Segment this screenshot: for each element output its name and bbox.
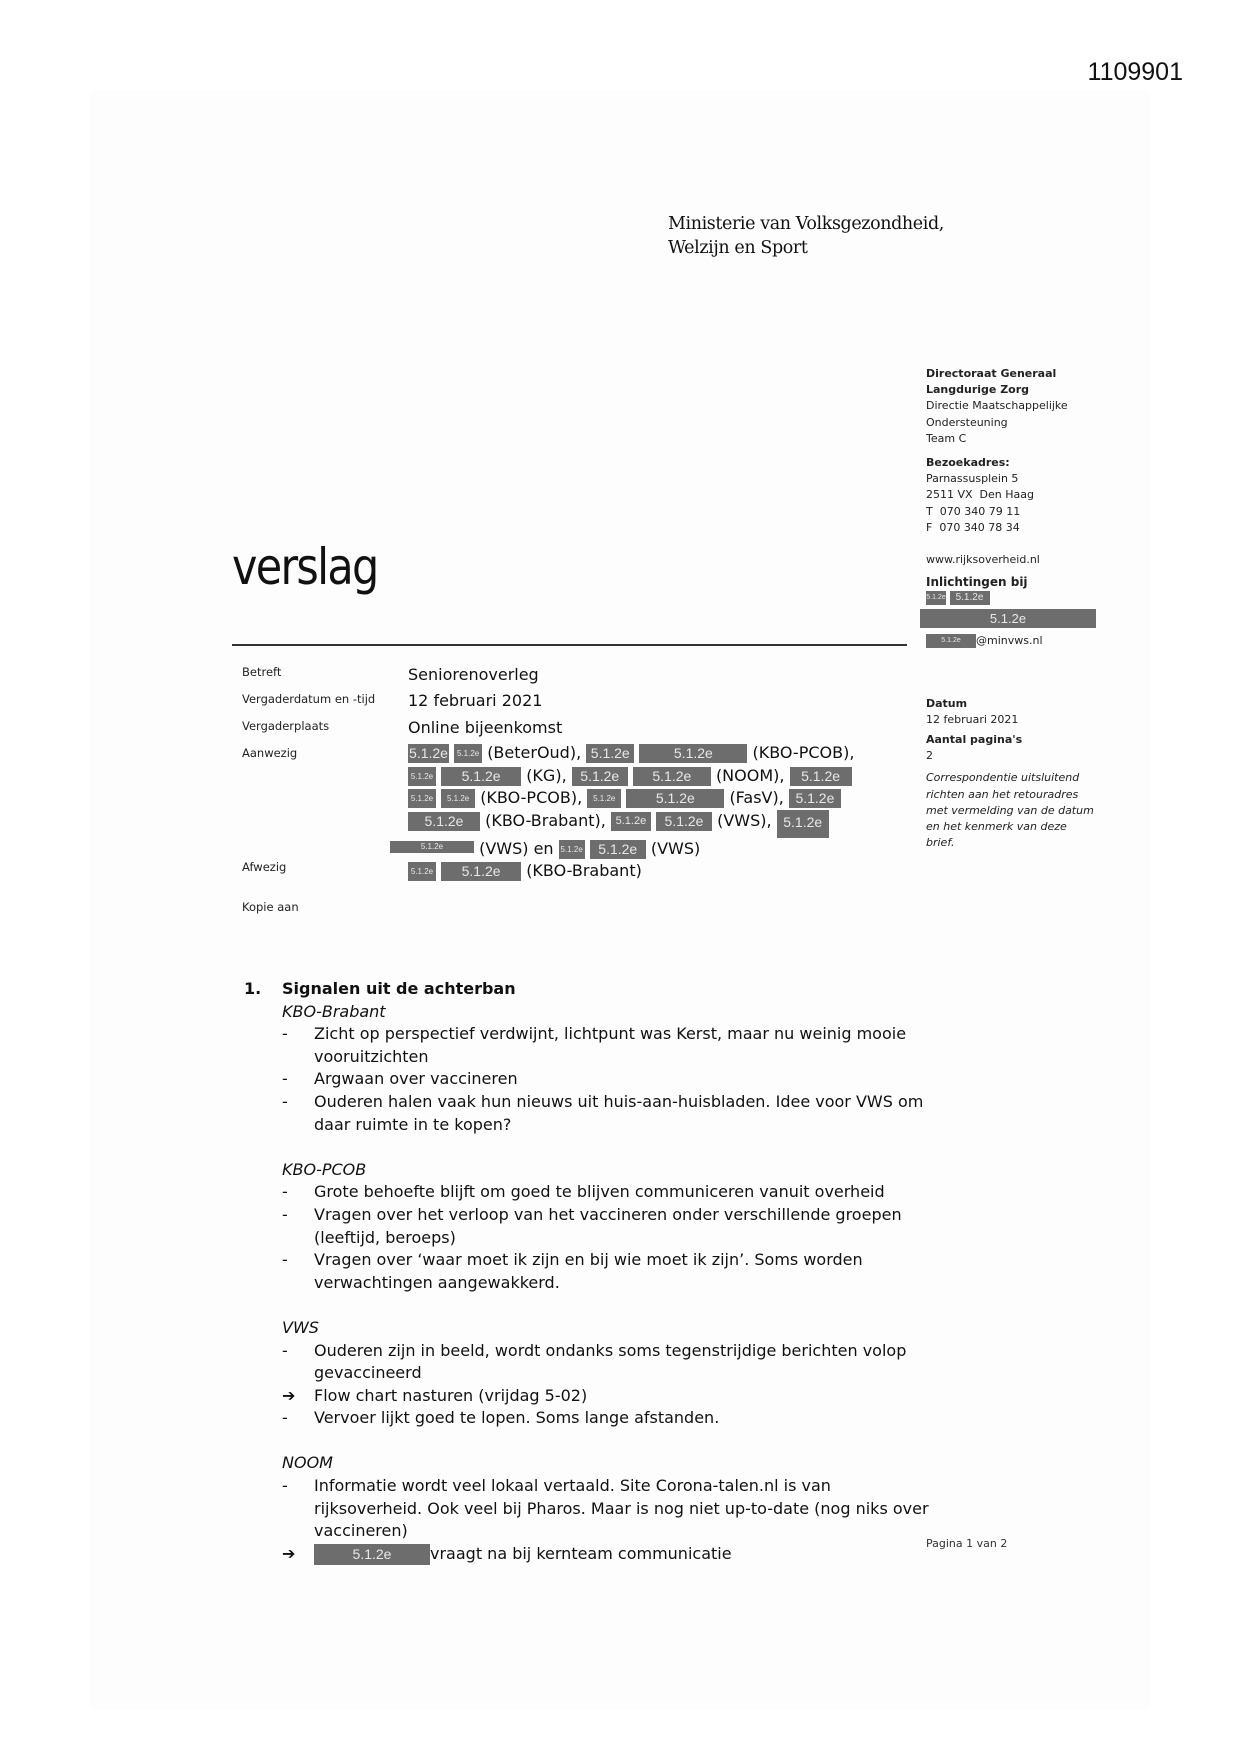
list-item [282, 1340, 944, 1385]
dash-marker: - [282, 1024, 288, 1044]
attendees-line-2 [408, 765, 854, 788]
correspondence-note [926, 770, 1126, 851]
item-text: Grote behoefte blijft om goed te blijven communiceren vanuit overheid [314, 1182, 885, 1202]
redaction-block: 5.1.2e [639, 744, 747, 763]
dash-marker: - [282, 1204, 288, 1224]
note-line: en het kenmerk van deze [926, 820, 1067, 834]
plaats-label: Vergaderplaats [242, 719, 330, 733]
org-name: (KBO-PCOB), [480, 788, 583, 807]
aanwezig-label: Aanwezig [242, 746, 298, 760]
dash-marker: - [282, 1408, 288, 1428]
redaction-block: 5.1.2e [926, 634, 976, 648]
redaction-block: 5.1.2e [790, 767, 852, 786]
afwezig-label: Afwezig [242, 860, 287, 874]
group-title: NOOM [282, 1453, 333, 1473]
org-name: (BeterOud), [487, 743, 582, 762]
org-name: (VWS) en [479, 838, 554, 858]
note-line: richten aan het retouradres [926, 787, 1079, 801]
redaction-block: 5.1.2e [441, 862, 521, 881]
item-text: Ouderen zijn in beeld, wordt ondanks soms tegenstrijdige berichten volop gevaccineerd [314, 1340, 907, 1383]
sender-sidebar [926, 366, 1126, 851]
redaction-block: 5.1.2e [408, 767, 436, 786]
dept-line: Ondersteuning [926, 415, 1008, 429]
note-line: brief. [926, 836, 955, 850]
org-name: (KG), [526, 765, 567, 785]
item-text: Informatie wordt veel lokaal vertaald. Site Corona-talen.nl is van rijksoverheid. Ook veel bij Pharos. Maar is nog niet up-to-date (nog niks over vaccineren) [314, 1476, 929, 1541]
visit-address-label: Bezoekadres: [926, 456, 1010, 470]
attendees-line-4 [408, 810, 854, 838]
redaction-block: 5.1.2e [626, 789, 724, 808]
group-title: VWS [282, 1317, 319, 1337]
kopie-label: Kopie aan [242, 900, 299, 914]
redaction-block: 5.1.2e [777, 810, 829, 838]
section-number: 1. [244, 979, 262, 998]
address-line: 2511 VX Den Haag [926, 488, 1034, 502]
org-line: Langdurige Zorg [926, 383, 1030, 397]
email-suffix[interactable]: @minvws.nl [976, 634, 1043, 648]
address-line: Parnassusplein 5 [926, 472, 1019, 486]
redaction-block: 5.1.2e [633, 767, 711, 786]
redaction-block: 5.1.2e [559, 840, 585, 859]
attendees-line-5 [390, 838, 854, 861]
document-number: 1109901 [1087, 58, 1183, 86]
pages-label: Aantal pagina's [926, 733, 1023, 747]
org-name: (VWS), [717, 810, 772, 830]
redaction-block: 5.1.2e [408, 812, 480, 831]
redaction-block: 5.1.2e [390, 841, 474, 853]
arrow-right-icon: ➔ [282, 1543, 296, 1563]
absentees-line [408, 860, 854, 883]
dash-marker: - [282, 1069, 288, 1089]
redaction-block: 5.1.2e [408, 862, 436, 881]
page-number: Pagina 1 van 2 [926, 1537, 1008, 1550]
phone-line: T 070 340 79 11 [926, 504, 1021, 518]
ministry-line-1: Ministerie van Volksgezondheid, [668, 214, 944, 234]
ministry-line-2: Welzijn en Sport [668, 238, 808, 258]
item-text: Flow chart nasturen (vrijdag 5-02) [314, 1385, 588, 1405]
redaction-block: 5.1.2e [926, 591, 946, 605]
redaction-block: 5.1.2e [590, 840, 646, 859]
list-item [282, 1181, 944, 1204]
attendees-line-1 [408, 742, 854, 765]
date-label: Datum [926, 696, 968, 710]
group-title: KBO-PCOB [282, 1159, 367, 1179]
org-name: (FasV), [729, 788, 784, 807]
redaction-block: 5.1.2e [586, 744, 634, 763]
dept-line: Directie Maatschappelijke [926, 399, 1068, 413]
redaction-block: 5.1.2e [454, 744, 482, 763]
action-item [282, 1385, 944, 1408]
redaction-block: 5.1.2e [408, 789, 436, 808]
redaction-block: 5.1.2e [441, 789, 475, 808]
date-value: 12 februari 2021 [926, 712, 1019, 726]
info-label: Inlichtingen bij [926, 575, 1028, 590]
org-name: (KBO-Brabant) [526, 861, 642, 880]
arrow-right-icon: ➔ [282, 1385, 296, 1405]
betreft-label: Betreft [242, 665, 282, 679]
action-item [282, 1543, 944, 1566]
list-item [282, 1407, 944, 1430]
redaction-block: 5.1.2e [572, 767, 628, 786]
section-heading: Signalen uit de achterban [282, 979, 516, 998]
item-text: Vervoer lijkt goed te lopen. Soms lange afstanden. [314, 1408, 720, 1428]
datum-value: 12 februari 2021 [408, 691, 543, 710]
redaction-block: 5.1.2e [409, 745, 448, 761]
item-text: Vragen over ‘waar moet ik zijn en bij wie moet ik zijn’. Soms worden verwachtingen aangewakkerd. [314, 1250, 863, 1292]
attendees-list [408, 742, 854, 883]
item-text: Vragen over het verloop van het vaccineren onder verschillende groepen (leeftijd, beroeps) [314, 1204, 902, 1247]
redaction-block: 5.1.2e [611, 812, 651, 831]
attendees-line-3 [408, 787, 854, 810]
org-name: (KBO-PCOB), [752, 743, 855, 762]
redaction-block: 5.1.2e [950, 591, 990, 605]
redaction-block: 5.1.2e [314, 1544, 430, 1565]
dash-marker: - [282, 1476, 288, 1496]
note-line: Correspondentie uitsluitend [926, 771, 1080, 785]
group-title: KBO-Brabant [282, 1001, 386, 1021]
redaction-block: 5.1.2e [441, 767, 521, 786]
list-item [282, 1023, 944, 1068]
plaats-value: Online bijeenkomst [408, 718, 563, 737]
org-name: (KBO-Brabant), [485, 810, 606, 830]
datum-label: Vergaderdatum en -tijd [242, 692, 376, 706]
dash-marker: - [282, 1250, 288, 1270]
item-text: Argwaan over vaccineren [314, 1069, 518, 1089]
website-link[interactable]: www.rijksoverheid.nl [926, 553, 1040, 567]
redaction-block: 5.1.2e [587, 789, 621, 808]
list-item [282, 1249, 944, 1294]
dash-marker: - [282, 1182, 288, 1202]
list-item [282, 1091, 944, 1136]
document-title: verslag [232, 538, 378, 596]
redaction-block: 5.1.2e [656, 812, 712, 831]
dept-line: Team C [926, 431, 967, 445]
org-line: Directoraat Generaal [926, 367, 1057, 380]
redaction-block: 5.1.2e [789, 789, 841, 808]
item-text: Zicht op perspectief verdwijnt, lichtpunt was Kerst, maar nu weinig mooie vooruitzichten [314, 1024, 907, 1066]
note-line: met vermelding van de datum [926, 803, 1094, 817]
ministry-logo-text [668, 212, 944, 260]
pages-value: 2 [926, 749, 933, 763]
title-divider [232, 644, 907, 646]
org-name: (NOOM), [715, 765, 785, 785]
dash-marker: - [282, 1091, 288, 1111]
list-item [282, 1475, 944, 1543]
dash-marker: - [282, 1340, 288, 1360]
list-item [282, 1204, 944, 1249]
list-item [282, 1068, 944, 1091]
item-text: vraagt na bij kernteam communicatie [430, 1543, 732, 1563]
item-text: Ouderen halen vaak hun nieuws uit huis-aan-huisbladen. Idee voor VWS om daar ruimte in te kopen? [314, 1091, 924, 1134]
redaction-block: 5.1.2e [920, 609, 1096, 628]
section-signalen [244, 978, 944, 1565]
org-name: (VWS) [650, 838, 701, 858]
fax-line: F 070 340 78 34 [926, 520, 1020, 534]
betreft-value: Seniorenoverleg [408, 665, 539, 684]
